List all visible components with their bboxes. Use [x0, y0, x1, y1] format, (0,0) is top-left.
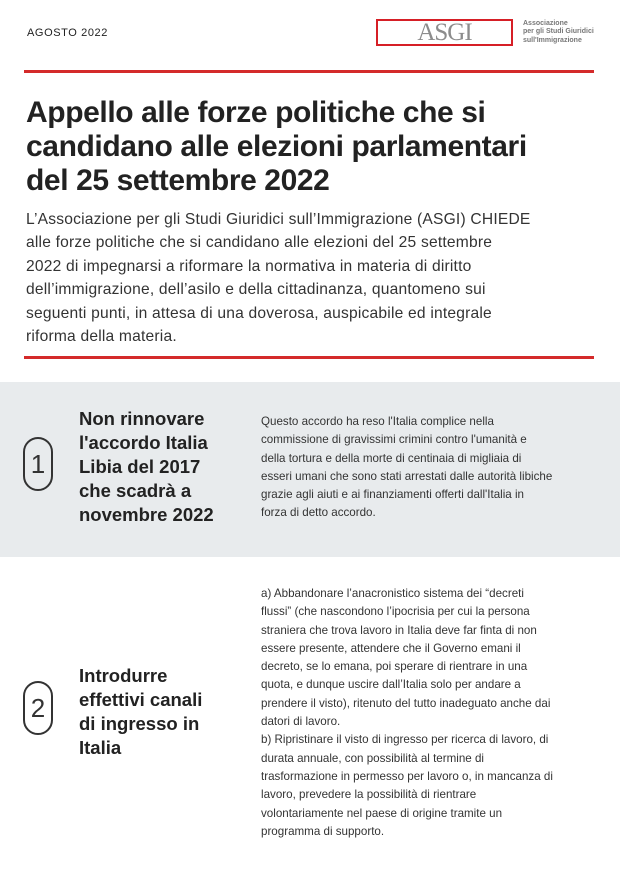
point-body-line: quota, e dunque uscire dall’Italia solo per andare a: [261, 678, 521, 692]
point-body-line: durata annuale, con possibilità al termine di: [261, 751, 484, 765]
point-body-line: flussi” (che nascondono l’ipocrisia per cui la persona: [261, 605, 530, 619]
point-body-line: forza di detto accordo.: [261, 506, 376, 520]
point-2-section: [0, 557, 620, 878]
intro-line: riforma della materia.: [26, 328, 177, 346]
point-1-section: [0, 382, 620, 557]
point-title-line: novembre 2022: [79, 504, 214, 525]
intro-line: seguenti punti, in attesa di una doverosa, auspicabile ed integrale: [26, 304, 492, 322]
logo-subtitle-line: per gli Studi Giuridici: [523, 28, 594, 36]
point-body-line: volontariamente nel paese di origine tramite un: [261, 806, 503, 820]
point-title-line: di ingresso in: [79, 713, 200, 734]
point-body-line: lavoro, prevedere la possibilità di rientrare: [261, 788, 477, 802]
intro-line: L’Associazione per gli Studi Giuridici sull’Immigrazione (ASGI) CHIEDE: [26, 211, 531, 228]
document-date: AGOSTO 2022: [27, 27, 108, 39]
point-body-line: prendere il visto), ritenuto del tutto inadeguato anche dai: [261, 696, 551, 710]
intro-paragraph: [26, 208, 616, 348]
point-title-line: Non rinnovare: [79, 408, 205, 429]
point-body-line: esseri umani che sono stati arrestati dalle autorità libiche: [261, 469, 553, 483]
intro-line: 2022 di impegnarsi a riformare la normativa in materia di diritto: [26, 257, 472, 275]
point-number-badge: 2: [23, 681, 53, 735]
point-title-line: l'accordo Italia: [79, 432, 208, 453]
point-body-line: Questo accordo ha reso l'Italia complice nella: [261, 415, 494, 428]
point-title-line: effettivi canali: [79, 689, 203, 710]
logo-wordmark: ASGI: [417, 19, 472, 46]
intro-line: dell’immigrazione, dell’asilo e della cittadinanza, quantomeno sui: [26, 281, 486, 299]
point-body-line: decreto, se lo emana, poi sperare di rientrare in una: [261, 660, 528, 674]
point-number-badge: 1: [23, 437, 53, 491]
top-divider: [24, 70, 594, 73]
point-body-line: della tortura e della morte di centinaia di migliaia di: [261, 451, 522, 465]
point-title-line: Libia del 2017: [79, 456, 201, 477]
point-body-line: a) Abbandonare l’anacronistico sistema dei “decreti: [261, 587, 524, 600]
point-title-line: Introdurre: [79, 665, 168, 686]
logo-subtitle-line: sull'Immigrazione: [523, 36, 582, 44]
point-2-body: [261, 585, 553, 841]
point-2-title: [79, 664, 202, 760]
page-title: [26, 96, 606, 198]
point-1-body: [261, 413, 552, 523]
title-line: Appello alle forze politiche che si: [26, 96, 486, 129]
title-line: del 25 settembre 2022: [26, 164, 330, 197]
point-body-line: trasformazione in permesso per lavoro o, in mancanza di: [261, 769, 553, 783]
point-body-line: straniera che trova lavoro in Italia deve far finta di non: [261, 623, 537, 637]
intro-divider: [24, 356, 594, 359]
intro-line: alle forze politiche che si candidano alle elezioni del 25 settembre: [26, 234, 493, 252]
point-body-line: datori di lavoro.: [261, 715, 341, 729]
logo-subtitle-line: Associazione: [523, 19, 568, 27]
point-body-line: commissione di gravissimi crimini contro l'umanità e: [261, 433, 527, 447]
point-title-line: Italia: [79, 737, 122, 758]
point-body-line: grazie agli aiuti e ai finanziamenti offerti dall'Italia in: [261, 488, 525, 502]
point-title-line: che scadrà a: [79, 480, 192, 501]
point-1-title: [79, 407, 214, 527]
logo-mark: [376, 19, 513, 46]
asgi-logo: [376, 17, 594, 48]
point-body-line: essere presente, attendere che il Governo emani il: [261, 641, 521, 655]
title-line: candidano alle elezioni parlamentari: [26, 130, 527, 163]
point-body-line: b) Ripristinare il visto di ingresso per ricerca di lavoro, di: [261, 733, 549, 747]
logo-subtitle: [523, 20, 594, 46]
point-body-line: programma di supporto.: [261, 824, 385, 838]
